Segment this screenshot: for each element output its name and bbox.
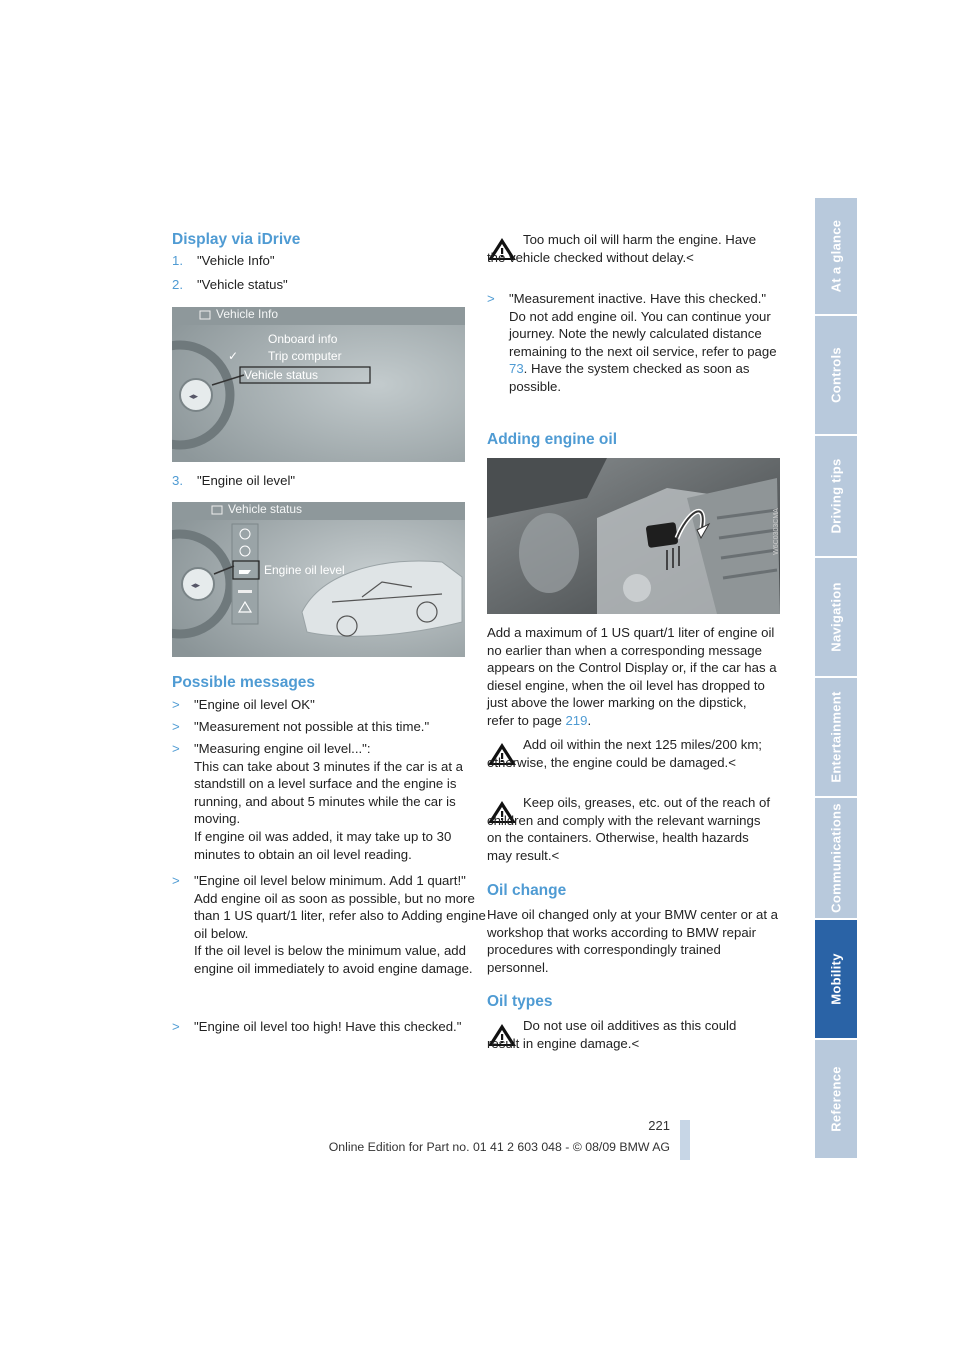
message-detail: . Have the system checked as soon as possible. (509, 361, 750, 394)
page-marker (680, 1120, 690, 1160)
bullet-marker: > (172, 719, 180, 734)
tab-label: At a glance (828, 219, 844, 293)
end-mark: < (728, 754, 736, 770)
warning-note (487, 736, 777, 771)
photo-code: W6C0303CMA (773, 508, 780, 555)
tab-mobility[interactable] (815, 920, 857, 1040)
idrive-screen-vehicle-info (172, 307, 465, 462)
idrive-screen-vehicle-status (172, 502, 465, 657)
step-num: 1. (172, 253, 183, 268)
warning-note (487, 794, 777, 864)
bullet-marker: > (172, 873, 180, 888)
messages-heading: Possible messages (172, 674, 316, 691)
screen-bg (172, 307, 465, 462)
menu-item-selected[interactable]: Vehicle status (244, 368, 319, 382)
selected-label[interactable]: Engine oil level (264, 563, 345, 577)
tab-driving-tips[interactable] (815, 436, 857, 558)
bullet-marker: > (487, 291, 495, 306)
tab-at-a-glance[interactable] (815, 198, 857, 316)
oil-types-heading: Oil types (487, 993, 553, 1010)
message-item (172, 696, 490, 714)
bullet-marker: > (172, 741, 180, 756)
page-link-219[interactable]: 219 (565, 712, 588, 728)
end-mark: < (631, 1035, 640, 1051)
end-mark: < (551, 847, 560, 863)
step-text: "Engine oil level" (197, 473, 296, 488)
message-text: "Measuring engine oil level...": (194, 741, 371, 756)
tab-communications[interactable] (815, 798, 857, 920)
message-text: "Engine oil level below minimum. Add 1 quart!" (194, 873, 466, 888)
adding-oil-text (487, 624, 777, 730)
end-mark: < (686, 249, 694, 265)
step-1 (172, 252, 275, 270)
oil-change-heading: Oil change (487, 882, 567, 899)
tab-label: Communications (828, 803, 844, 913)
warning-note (487, 231, 777, 266)
warning-text: Do not use oil additives as this could result in engine damage. (487, 1018, 737, 1051)
screen-title: Vehicle status (228, 502, 303, 516)
tab-label: Mobility (828, 953, 844, 1005)
message-detail: This can take about 3 minutes if the car is at a standstill on a level surface and the engine is running, and about 5 minutes while the car is moving. (194, 758, 464, 827)
tab-label: Reference (828, 1066, 844, 1132)
oil-change-text: Have oil changed only at your BMW center or at a workshop that works according to BMW repair procedures with correspondingly trained personnel. (487, 907, 779, 975)
tab-label: Driving tips (828, 458, 844, 534)
step-num: 2. (172, 277, 183, 292)
check-icon: ✓ (228, 349, 239, 363)
step-text: "Vehicle Info" (197, 253, 275, 268)
menu-item[interactable]: Onboard info (268, 332, 338, 346)
warning-note (487, 1017, 757, 1052)
adding-oil-end: . (587, 712, 592, 728)
tab-controls[interactable] (815, 316, 857, 436)
engine-illustration (487, 458, 780, 614)
warning-text: Keep oils, greases, etc. out of the reach of children and comply with the relevant warnings on the containers. Otherwise, health hazards may result. (487, 795, 771, 863)
tab-label: Navigation (828, 582, 844, 652)
adding-oil-heading: Adding engine oil (487, 431, 618, 448)
bullet-marker: > (172, 697, 180, 712)
message-text: "Measurement not possible at this time." (194, 719, 430, 734)
step-num: 3. (172, 473, 183, 488)
screen-bg (172, 502, 465, 657)
message-detail: Add engine oil as soon as possible, but no more than 1 US quart/1 liter, refer also to Adding engine oil below. (194, 890, 486, 941)
screen-title: Vehicle Info (216, 307, 279, 321)
tab-label: Controls (828, 347, 844, 403)
message-text: "Engine oil level too high! Have this checked." (194, 1019, 462, 1034)
step-text: "Vehicle status" (197, 277, 288, 292)
message-item (172, 718, 490, 736)
message-text: "Engine oil level OK" (194, 697, 315, 712)
tab-label: Entertainment (828, 691, 844, 783)
page-number: 221 (648, 1118, 670, 1133)
adding-oil-body: Add a maximum of 1 US quart/1 liter of engine oil no earlier than when a corresponding message appears on the Control Display or, if the car has a diesel engine, when the oil level has dropped to just above the lower marking on the dipstick, refer to page (487, 625, 777, 728)
warning-text: Add oil within the next 125 miles/200 km; otherwise, the engine could be damaged. (487, 737, 762, 770)
message-text: "Measurement inactive. Have this checked." (509, 291, 767, 306)
bullet-marker: > (172, 1019, 180, 1034)
tab-reference[interactable] (815, 1040, 857, 1160)
edition-footer: Online Edition for Part no. 01 41 2 603 048 - © 08/09 BMW AG (328, 1140, 670, 1154)
display-heading: Display via iDrive (172, 231, 301, 248)
message-detail: If engine oil was added, it may take up to 30 minutes to obtain an oil level reading. (194, 828, 452, 862)
message-item (487, 290, 781, 396)
message-detail: Do not add engine oil. You can continue your journey. Note the newly calculated distance remaining to the next oil service, refer to page (509, 308, 777, 359)
warning-text: Too much oil will harm the engine. Have the vehicle checked without delay. (487, 232, 757, 265)
step-3 (172, 472, 295, 490)
svg-text:◂▸: ◂▸ (189, 391, 199, 401)
message-item (172, 872, 490, 978)
menu-item[interactable]: Trip computer (268, 349, 342, 363)
step-2 (172, 276, 288, 294)
engine-photo (487, 458, 780, 614)
tab-entertainment[interactable] (815, 678, 857, 798)
message-item (172, 740, 490, 863)
tab-navigation[interactable] (815, 558, 857, 678)
svg-text:◂▸: ◂▸ (191, 580, 201, 590)
page-link-73[interactable]: 73 (509, 361, 524, 377)
message-item (172, 1018, 490, 1036)
message-detail: If the oil level is below the minimum value, add engine oil immediately to avoid engine damage. (194, 943, 473, 976)
